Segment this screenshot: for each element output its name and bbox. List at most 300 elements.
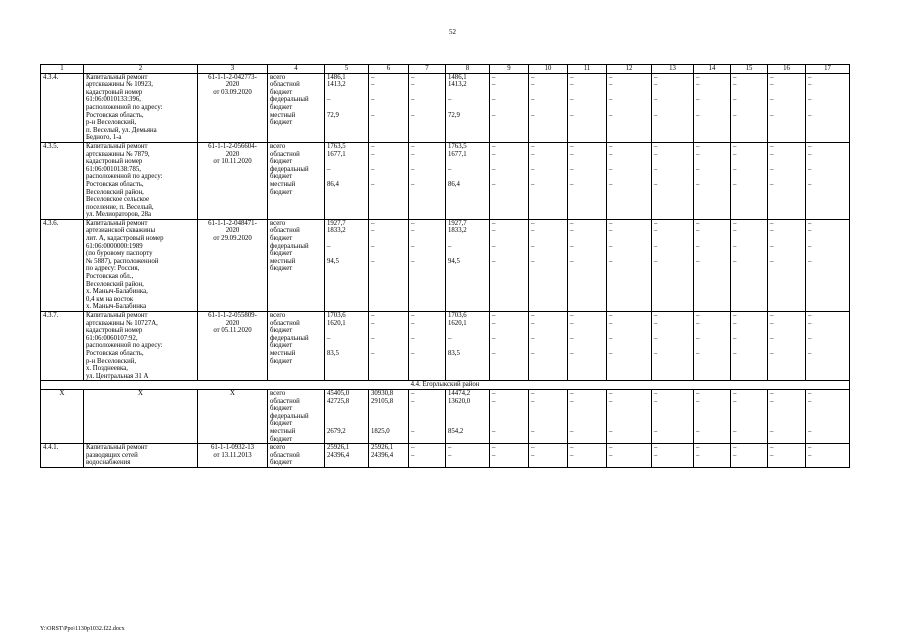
cell-line [570, 134, 604, 142]
cell-line: – [696, 81, 700, 89]
cell-line [448, 288, 487, 296]
cell-line [411, 413, 443, 421]
cell-line [609, 173, 649, 181]
cell-line [492, 196, 526, 204]
cell-line [492, 211, 526, 219]
table-cell [84, 312, 198, 381]
cell-line [86, 413, 195, 421]
cell-line [808, 173, 847, 181]
cell-line [371, 250, 406, 258]
cell-line: – [770, 312, 774, 319]
cell-line: – [448, 165, 452, 173]
table-cell [41, 312, 84, 381]
cell-line: 1413,2 [448, 81, 467, 89]
cell-line [531, 436, 565, 444]
cell-line: – [733, 73, 737, 81]
cell-line: – [371, 73, 375, 81]
cell-line [43, 173, 81, 181]
cell-line [570, 342, 604, 350]
cell-line [609, 211, 649, 219]
cell-line [371, 436, 406, 444]
cell-line: – [492, 334, 496, 342]
table-cell [84, 444, 198, 468]
cell-line [43, 405, 81, 413]
cell-line: – [654, 334, 658, 342]
cell-line: поселение, п. Веселый, [86, 203, 154, 211]
cell-line [411, 296, 443, 304]
cell-line: – [570, 81, 574, 89]
cell-line [654, 281, 691, 289]
cell-line [327, 119, 366, 127]
cell-line [448, 235, 487, 243]
cell-line: – [808, 81, 812, 89]
cell-line [609, 358, 649, 366]
cell-line [327, 196, 366, 204]
cell-line [200, 96, 265, 104]
cell-line: – [570, 142, 574, 150]
cell-line [770, 459, 803, 467]
cell-line: – [696, 227, 700, 235]
cell-line [448, 296, 487, 304]
cell-line [770, 405, 803, 413]
cell-line [570, 405, 604, 413]
cell-line [770, 189, 803, 197]
cell-line [531, 189, 565, 197]
cell-line [531, 281, 565, 289]
cell-line [654, 420, 691, 428]
cell-line [448, 104, 487, 112]
cell-line [371, 211, 406, 219]
cell-line: х. Позднеевка, [86, 365, 128, 373]
cell-line: 1703,6 [448, 312, 467, 319]
cell-line: областной [270, 451, 300, 459]
cell-line [808, 327, 847, 335]
cell-line: федеральный [270, 242, 309, 250]
table-cell [694, 73, 731, 142]
cell-line [200, 104, 265, 112]
cell-line [200, 204, 265, 212]
cell-line [411, 459, 443, 467]
cell-line [808, 104, 847, 112]
cell-line [733, 342, 765, 350]
cell-line [411, 365, 443, 373]
cell-line: 1486,1 [327, 73, 346, 81]
table-cell [446, 142, 490, 219]
table-cell [268, 389, 325, 443]
cell-line: – [654, 451, 658, 459]
cell-line: 24396,4 [371, 451, 394, 459]
cell-line [696, 327, 728, 335]
cell-line [696, 127, 728, 135]
cell-line [43, 265, 81, 273]
cell-line: 72,9 [448, 111, 460, 119]
cell-line [200, 196, 265, 204]
table-cell [568, 142, 607, 219]
table-cell [268, 219, 325, 311]
table-row [41, 312, 850, 381]
cell-line [43, 459, 81, 467]
cell-line [531, 303, 565, 311]
cell-line [531, 235, 565, 243]
cell-line [808, 436, 847, 444]
cell-line: – [808, 444, 812, 452]
cell-line [696, 436, 728, 444]
cell-line: артскважины № 10727А, [86, 319, 158, 327]
cell-line [270, 373, 322, 381]
cell-line: 1763,5 [448, 142, 467, 150]
cell-line [43, 127, 81, 135]
cell-line: – [770, 334, 774, 342]
cell-line [492, 342, 526, 350]
cell-line [43, 350, 81, 358]
cell-line [43, 281, 81, 289]
cell-line: – [448, 334, 452, 342]
cell-line [371, 327, 406, 335]
cell-line [733, 173, 765, 181]
cell-line: – [654, 227, 658, 235]
cell-line [570, 104, 604, 112]
cell-line: – [654, 242, 658, 250]
cell-line: водоснабжения [86, 459, 131, 467]
cell-line [696, 250, 728, 258]
cell-line: – [371, 150, 375, 158]
cell-line [609, 273, 649, 281]
cell-line [448, 196, 487, 204]
cell-line: – [570, 73, 574, 81]
column-number-row [41, 65, 850, 74]
cell-line: – [770, 397, 774, 405]
cell-line: от 03.09.2020 [213, 88, 252, 96]
cell-line: бюджет [270, 327, 293, 335]
cell-line [696, 173, 728, 181]
table-row [41, 142, 850, 219]
cell-line: – [411, 96, 415, 104]
cell-line: от 05.11.2020 [213, 327, 252, 335]
cell-line: федеральный [270, 165, 309, 173]
cell-line [770, 134, 803, 142]
cell-line [411, 420, 443, 428]
cell-line: 1486,1 [448, 73, 467, 81]
cell-line [327, 288, 366, 296]
cell-line: – [696, 111, 700, 119]
table-cell [652, 312, 694, 381]
cell-line: – [808, 389, 812, 397]
cell-line: – [531, 150, 535, 158]
cell-line [43, 89, 81, 97]
cell-line [654, 265, 691, 273]
cell-line [371, 104, 406, 112]
cell-line: – [531, 319, 535, 327]
cell-line [200, 296, 265, 304]
cell-line [609, 189, 649, 197]
cell-line [808, 250, 847, 258]
cell-line: – [411, 180, 415, 188]
cell-line: Ростовская обл., [86, 273, 134, 281]
cell-line [609, 127, 649, 135]
table-cell [409, 73, 446, 142]
cell-line [733, 134, 765, 142]
table-cell [490, 312, 529, 381]
cell-line: – [733, 389, 737, 397]
cell-line: бюджет [270, 173, 293, 181]
cell-line [770, 250, 803, 258]
cell-line [43, 158, 81, 166]
cell-line [770, 420, 803, 428]
cell-line [570, 265, 604, 273]
table-cell [369, 389, 409, 443]
cell-line [492, 235, 526, 243]
cell-line [770, 204, 803, 212]
table-cell [768, 219, 806, 311]
cell-line: – [570, 111, 574, 119]
cell-line: областной [270, 397, 300, 405]
cell-line [327, 204, 366, 212]
table-cell [806, 219, 850, 311]
cell-line: Х [59, 389, 65, 397]
cell-line [371, 373, 406, 381]
cell-line: – [733, 334, 737, 342]
cell-line: – [696, 349, 700, 357]
cell-line [86, 428, 195, 436]
cell-line [531, 250, 565, 258]
cell-line [43, 335, 81, 343]
cell-line [531, 459, 565, 467]
cell-line [733, 459, 765, 467]
cell-line [696, 235, 728, 243]
cell-line: – [411, 397, 415, 405]
cell-line [200, 119, 265, 127]
cell-line: – [733, 451, 737, 459]
table-cell [607, 389, 652, 443]
cell-line: по адресу: Россия, [86, 265, 140, 273]
cell-line: – [609, 312, 613, 319]
table-cell [409, 444, 446, 468]
cell-line [492, 296, 526, 304]
cell-line [200, 273, 265, 281]
cell-line [770, 342, 803, 350]
cell-line [371, 134, 406, 142]
cell-line [808, 288, 847, 296]
cell-line: 4.3.6. [43, 219, 59, 227]
cell-line [654, 250, 691, 258]
table-cell [41, 142, 84, 219]
cell-line [448, 273, 487, 281]
cell-line: – [570, 242, 574, 250]
cell-line [609, 119, 649, 127]
cell-line [43, 204, 81, 212]
cell-line: – [770, 444, 774, 452]
cell-line: – [371, 165, 375, 173]
cell-line [733, 365, 765, 373]
cell-line [808, 273, 847, 281]
cell-line [448, 189, 487, 197]
table-cell [731, 219, 768, 311]
cell-line [270, 303, 322, 311]
table-cell [369, 312, 409, 381]
cell-line: 61:06:0060107:92, [86, 334, 138, 342]
cell-line [371, 459, 406, 467]
column-number-cell: 7 [409, 65, 446, 74]
cell-line [733, 265, 765, 273]
table-cell [806, 142, 850, 219]
cell-line: бюджет [270, 88, 293, 96]
table-cell [806, 389, 850, 443]
cell-line [570, 413, 604, 421]
cell-line [492, 158, 526, 166]
cell-line: – [696, 242, 700, 250]
cell-line: бюджет [270, 435, 293, 443]
cell-line: – [411, 219, 415, 227]
cell-line [696, 189, 728, 197]
table-cell [529, 219, 568, 311]
cell-line [492, 127, 526, 135]
cell-line [609, 89, 649, 97]
cell-line: 1833,2 [448, 227, 467, 235]
cell-line: – [609, 257, 613, 265]
cell-line: – [808, 219, 812, 227]
cell-line: – [808, 451, 812, 459]
cell-line: – [696, 165, 700, 173]
cell-line [808, 373, 847, 381]
cell-line [770, 211, 803, 219]
table-cell [731, 389, 768, 443]
cell-line [609, 265, 649, 273]
cell-line: Капитальный ремонт [86, 312, 148, 319]
cell-line [492, 104, 526, 112]
cell-line [200, 413, 265, 421]
cell-line [371, 173, 406, 181]
cell-line [43, 288, 81, 296]
cell-line [733, 358, 765, 366]
cell-line: – [733, 397, 737, 405]
cell-line: – [654, 219, 658, 227]
cell-line [327, 211, 366, 219]
cell-line [411, 288, 443, 296]
table-cell [268, 73, 325, 142]
cell-line [371, 358, 406, 366]
cell-line: – [609, 227, 613, 235]
cell-line [531, 373, 565, 381]
cell-line [43, 413, 81, 421]
cell-line: – [411, 389, 415, 397]
cell-line [448, 327, 487, 335]
table-cell [731, 142, 768, 219]
cell-line: – [492, 150, 496, 158]
table-row [41, 219, 850, 311]
cell-line [200, 428, 265, 436]
cell-line [200, 189, 265, 197]
cell-line [270, 273, 322, 281]
cell-line: – [327, 96, 331, 104]
cell-line: – [696, 73, 700, 81]
cell-line: – [371, 334, 375, 342]
cell-line [492, 436, 526, 444]
cell-line: – [411, 451, 415, 459]
section-title: 4.4. Егорлыкский район [41, 381, 850, 390]
cell-line [448, 342, 487, 350]
cell-line: – [733, 150, 737, 158]
cell-line: Ростовская область, [86, 111, 144, 119]
table-cell [84, 219, 198, 311]
cell-line: – [808, 312, 812, 319]
cell-line [654, 119, 691, 127]
cell-line [492, 288, 526, 296]
cell-line: расположенной по адресу: [86, 342, 163, 350]
column-number-cell: 12 [607, 65, 652, 74]
cell-line: федеральный [270, 334, 309, 342]
cell-line [327, 158, 366, 166]
cell-line [733, 250, 765, 258]
cell-line [200, 373, 265, 381]
cell-line [808, 358, 847, 366]
cell-line [43, 196, 81, 204]
cell-line [200, 358, 265, 366]
cell-line: – [654, 150, 658, 158]
cell-line [43, 189, 81, 197]
cell-line: – [531, 427, 535, 435]
table-cell [198, 142, 268, 219]
cell-line: – [808, 150, 812, 158]
cell-line: – [492, 312, 496, 319]
column-number-cell: 2 [84, 65, 198, 74]
cell-line [654, 365, 691, 373]
cell-line [448, 127, 487, 135]
table-cell [652, 389, 694, 443]
cell-line: артскважины № 10923, [86, 81, 153, 89]
cell-line: – [531, 444, 535, 452]
table-row [41, 389, 850, 443]
cell-line [448, 158, 487, 166]
cell-line [770, 265, 803, 273]
cell-line: – [654, 165, 658, 173]
cell-line: – [696, 180, 700, 188]
column-number-cell: 6 [369, 65, 409, 74]
cell-line [327, 303, 366, 311]
cell-line [43, 181, 81, 189]
cell-line: – [770, 81, 774, 89]
cell-line [808, 119, 847, 127]
cell-line: – [609, 96, 613, 104]
cell-line [200, 405, 265, 413]
cell-line [570, 303, 604, 311]
table-cell [731, 312, 768, 381]
table-cell [409, 142, 446, 219]
table-cell [568, 219, 607, 311]
cell-line: 25926,1 [371, 444, 394, 452]
table-cell [325, 219, 369, 311]
cell-line: 1763,5 [327, 142, 346, 150]
cell-line [327, 296, 366, 304]
cell-line: 854,2 [448, 427, 464, 435]
cell-line [411, 250, 443, 258]
cell-line [654, 413, 691, 421]
cell-line [609, 342, 649, 350]
cell-line [371, 119, 406, 127]
cell-line [733, 235, 765, 243]
cell-line [43, 258, 81, 266]
cell-line: – [733, 180, 737, 188]
cell-line: бюджет [270, 459, 293, 467]
cell-line [270, 211, 322, 219]
cell-line [200, 335, 265, 343]
cell-line: – [733, 81, 737, 89]
cell-line [696, 303, 728, 311]
cell-line [492, 420, 526, 428]
cell-line: – [770, 257, 774, 265]
cell-line [570, 204, 604, 212]
cell-line: – [492, 444, 496, 452]
table-cell [568, 444, 607, 468]
